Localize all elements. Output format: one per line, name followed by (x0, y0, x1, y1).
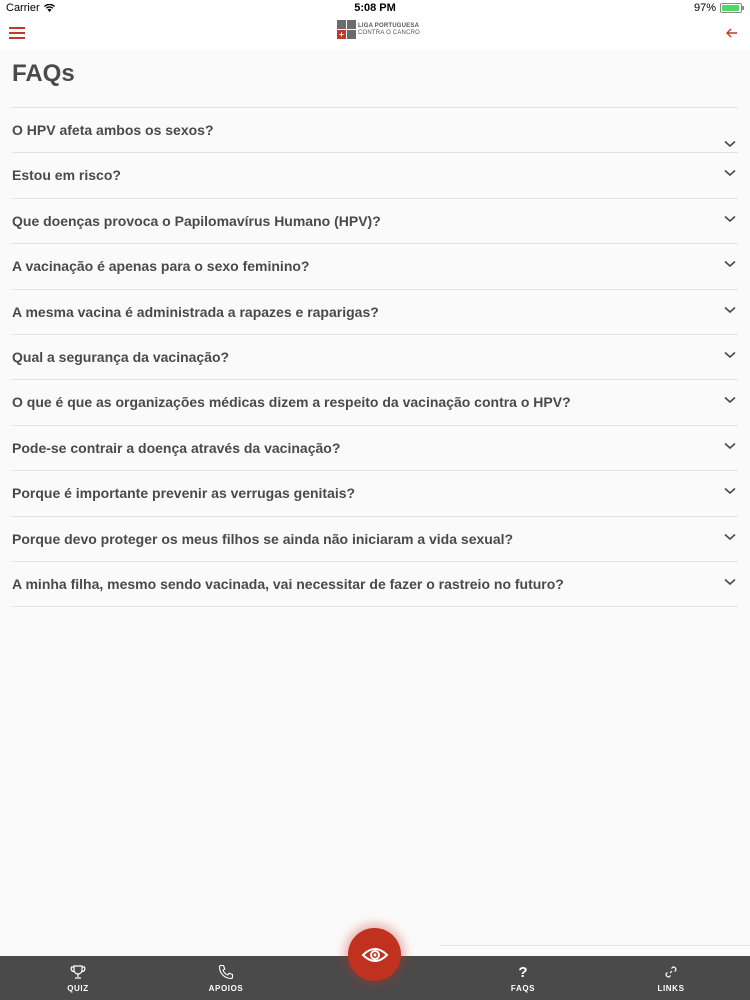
battery-info (694, 2, 742, 14)
back-arrow-icon[interactable] (726, 25, 738, 41)
logo-line1: LIGA PORTUGUESA (358, 22, 420, 29)
chevron-down-icon[interactable] (724, 351, 736, 359)
chevron-down-icon[interactable] (724, 533, 736, 541)
faq-question: A mesma vacina é administrada a rapazes e raparigas? (12, 303, 379, 320)
faq-item[interactable] (12, 199, 738, 244)
faq-question: O HPV afeta ambos os sexos? (12, 122, 214, 138)
faq-question: O que é que as organizações médicas dizem a respeito da vacinação contra o HPV? (12, 394, 571, 411)
chevron-down-icon[interactable] (724, 442, 736, 450)
status-time: 5:08 PM (354, 2, 396, 14)
faq-question: A vacinação é apenas para o sexo feminino? (12, 258, 310, 275)
faq-item[interactable] (12, 290, 738, 335)
tab-links[interactable] (631, 956, 711, 1000)
divider (440, 945, 750, 946)
tab-quiz-label: QUIZ (67, 984, 89, 993)
chevron-down-icon[interactable] (724, 215, 736, 223)
logo-mark: + (337, 20, 356, 39)
chevron-down-icon[interactable] (724, 396, 736, 404)
faq-list (12, 107, 738, 607)
question-mark-icon: ? (518, 963, 528, 981)
carrier-label: Carrier (6, 2, 40, 14)
tab-faqs[interactable] (483, 956, 563, 1000)
faq-question: Estou em risco? (12, 167, 121, 184)
chevron-down-icon[interactable] (724, 140, 736, 148)
faq-item[interactable] (12, 471, 738, 516)
eye-icon (361, 946, 389, 964)
faq-item[interactable] (12, 426, 738, 471)
battery-percent: 97% (693, 2, 716, 14)
faq-item[interactable] (12, 108, 738, 153)
logo-line2: CONTRA O CANCRO (358, 29, 421, 36)
faq-item[interactable] (12, 380, 738, 425)
battery-fill (722, 5, 739, 11)
faq-question: Pode-se contrair a doença através da vacinação? (12, 439, 341, 456)
tab-apoios[interactable] (186, 956, 266, 1000)
tab-links-label: LINKS (657, 984, 685, 993)
faq-item[interactable] (12, 562, 738, 607)
faq-question: Qual a segurança da vacinação? (12, 348, 230, 365)
faq-question: Porque devo proteger os meus filhos se ainda não iniciaram a vida sexual? (12, 530, 514, 547)
menu-icon[interactable] (9, 27, 25, 39)
tab-apoios-label: APOIOS (208, 984, 244, 993)
chevron-down-icon[interactable] (724, 306, 736, 314)
app-logo (337, 19, 420, 40)
status-bar (0, 0, 750, 16)
chevron-down-icon[interactable] (724, 169, 736, 177)
link-icon (663, 963, 679, 981)
page-title: FAQs (12, 60, 75, 87)
tab-quiz[interactable] (38, 956, 118, 1000)
nav-bar (0, 16, 750, 49)
faq-question: A minha filha, mesmo sendo vacinada, vai necessitar de fazer o rastreio no futuro? (12, 575, 564, 592)
logo-text (358, 23, 420, 37)
faq-item[interactable] (12, 335, 738, 380)
chevron-down-icon[interactable] (724, 578, 736, 586)
faq-item[interactable] (12, 517, 738, 562)
eye-button[interactable] (348, 928, 401, 981)
faq-item[interactable] (12, 244, 738, 289)
phone-icon (218, 963, 234, 981)
chevron-down-icon[interactable] (724, 260, 736, 268)
faq-item[interactable] (12, 153, 738, 198)
trophy-icon (70, 963, 86, 981)
faq-question: Porque é importante prevenir as verrugas genitais? (12, 485, 356, 502)
tab-faqs-label: FAQS (510, 984, 536, 993)
chevron-down-icon[interactable] (724, 487, 736, 495)
battery-icon (720, 3, 742, 13)
faq-question: Que doenças provoca o Papilomavírus Humano (HPV)? (12, 212, 381, 229)
